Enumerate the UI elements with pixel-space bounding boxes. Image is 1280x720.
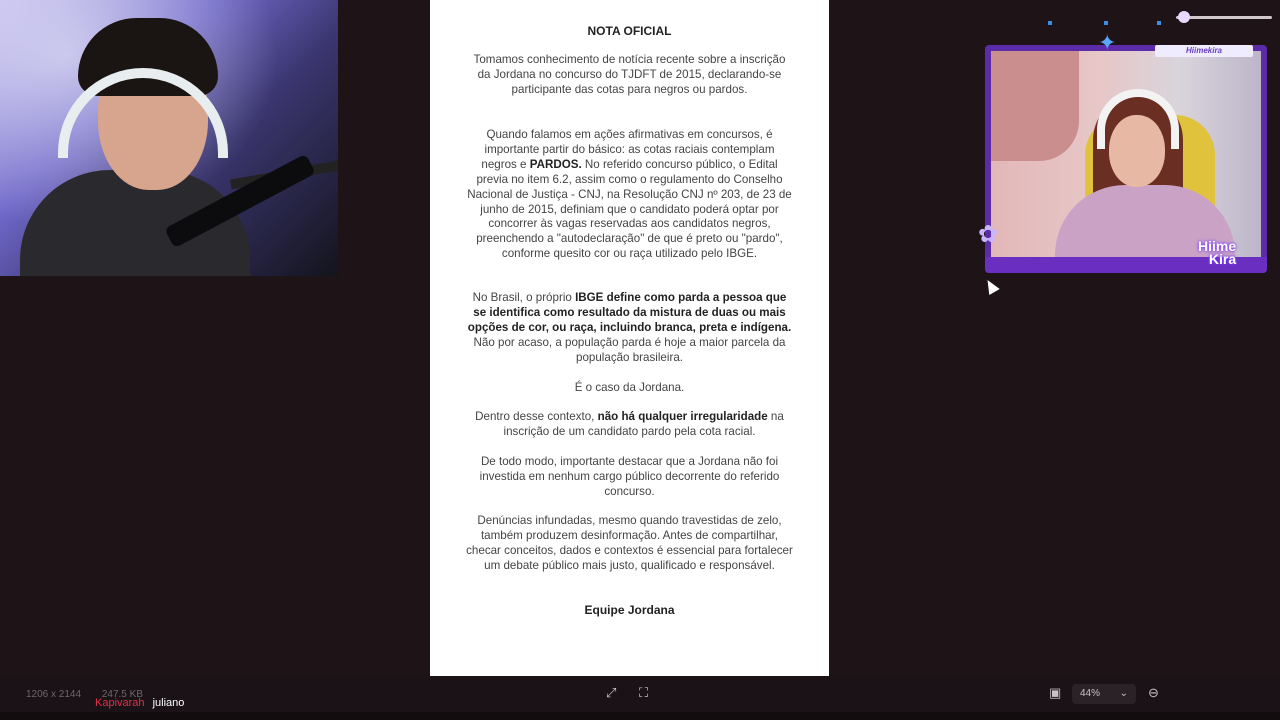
wall-poster — [991, 51, 1079, 161]
actual-size-icon[interactable]: ⛶ — [639, 685, 649, 700]
screenshot-icon[interactable]: ▣ — [1049, 685, 1062, 700]
paragraph-5-text-b: na inscrição de um candidato pardo pela cota racial. — [503, 410, 784, 438]
zoom-select[interactable] — [1072, 684, 1136, 704]
chat-message — [95, 697, 184, 709]
zoom-out-icon[interactable]: ⊖ — [1148, 685, 1159, 700]
chat-username: Kapivarah — [95, 697, 145, 709]
zoom-slider-handle[interactable] — [1178, 11, 1190, 23]
signature: Equipe Jordana — [584, 603, 675, 617]
paragraph-2-bold: PARDOS. — [529, 157, 582, 171]
overlay-brand-logo — [1198, 240, 1236, 266]
selection-handle[interactable] — [1104, 21, 1108, 25]
paragraph-2 — [466, 128, 793, 262]
zoom-slider-track[interactable] — [1176, 16, 1272, 19]
image-dimensions: 1206 x 2144 — [26, 689, 82, 700]
chevron-down-icon: ⌄ — [1119, 688, 1128, 699]
zoom-value: 44% — [1080, 688, 1101, 699]
streamer-webcam — [0, 0, 338, 276]
overlay-name-tag: Hiimekira — [1155, 45, 1253, 57]
paragraph-5-text-a: Dentro desse contexto, — [475, 410, 598, 423]
mouse-cursor-icon — [982, 277, 999, 295]
paragraph-3 — [466, 291, 793, 366]
paragraph-6: De todo modo, importante destacar que a Jordana não foi investida em nenhum cargo público decorrente do referido concurso. — [479, 455, 780, 498]
paragraph-1: Tomamos conhecimento de notícia recente sobre a inscrição da Jordana no concurso do TJDFT de 2015, declarando-se participante das cotas para negros ou pardos. — [473, 53, 786, 96]
fit-to-screen-icon[interactable]: ⤢ — [606, 685, 617, 700]
brand-line-2: Kira — [1208, 251, 1237, 267]
paragraph-5-bold: não há qualquer irregularidade — [597, 410, 768, 423]
paragraph-3-bold: IBGE define como parda a pessoa que se identifica como resultado da mistura de duas ou mais opções de cor, ou raça, incluindo branca, preta e indígena. — [467, 291, 792, 334]
document-title: NOTA OFICIAL — [587, 24, 672, 38]
butterfly-icon: ✦ — [1098, 30, 1117, 55]
selection-handle[interactable] — [1157, 21, 1161, 25]
image-viewer-toolbar — [0, 677, 1280, 712]
paragraph-5 — [466, 410, 793, 440]
paragraph-2-text-b: No referido concurso público, o Edital previa no item 6.2, assim como o regulamento do Conselho Nacional de Justiça - CNJ, na Resolução CNJ nº 203, de 23 de junho de 2015, definiam que o candidato poderá optar por concorrer às vagas reservadas aos candidatos negros, preenchendo a "autodeclaração" de que é preto ou "pardo", conforme quesito cor ou raça utilizado pelo IBGE. — [467, 157, 792, 261]
paragraph-4: É o caso da Jordana. — [574, 381, 685, 394]
paragraph-7: Denúncias infundadas, mesmo quando travestidas de zelo, também produzem desinformação. Antes de compartilhar, checar conceitos, dados e contextos é essencial para fortalecer um debate público mais justo, qualificado e responsável. — [466, 514, 793, 572]
image-file-size: 247.5 KB — [101, 689, 143, 700]
chat-text: juliano — [152, 697, 185, 709]
official-note-document — [430, 0, 829, 676]
flower-icon: ✿ — [978, 221, 999, 248]
paragraph-3-text-b: Não por acaso, a população parda é hoje a maior parcela da população brasileira. — [473, 335, 786, 364]
paragraph-3-text-a: No Brasil, o próprio — [472, 291, 576, 304]
bottom-strip — [0, 712, 1280, 720]
selection-handle[interactable] — [1048, 21, 1052, 25]
brand-line-1: Hiime — [1198, 238, 1237, 254]
paragraph-2-text-a: Quando falamos em ações afirmativas em concursos, é importante partir do básico: as cotas raciais contemplam negros e — [481, 128, 775, 171]
